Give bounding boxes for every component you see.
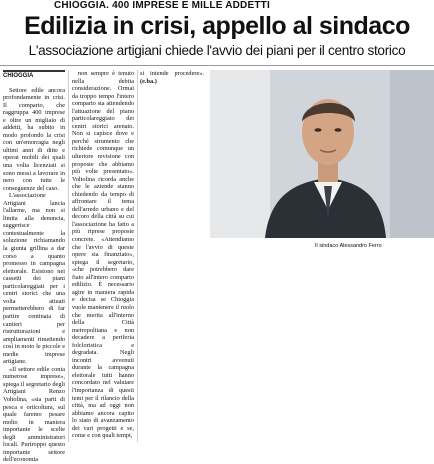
paragraph: non sempre è tenuto nella debita considerazione. Ormai da troppo tempo l'intero comparto sta attendendo l'attuazione del piano particolareggiato dei centri storici arenato. Non si capisce dove e perché strumento che richiede comunque un ulteriore revisione con proposte che abbiamo più volte presentato». Voltolina ricorda anche che le aziende stanno chiedendo da tempo di affrontare il tema dell'arredo urbano e del decoro della città su cui l'associazione ha fatto a più riprese proposte concrete. «Attendiamo che l'avvio di queste opere sia finanziato», spiega il segretario, «che potrebbero dare fiato all'intero comparto edilizio. È necessario agire in maniera rapida e decisa se Chioggia vuole mantenere il ruolo che merita all'interno della Città metropolitana e non decadere a periferia folcloristica e degradata. Negli incontri avvenuti durante la campagna elettorale tutti hanno concordato nel valutare l'importanza di questi temi per il rilancio della città, ma ad oggi non abbiamo ancora capito lo stato di avanzamento dei vari progetti e se, come e con quali tempi,	[72, 70, 134, 440]
author-signature: (e.ba.)	[140, 77, 157, 85]
article-column-1	[3, 70, 65, 464]
paragraph: Settore edile ancora profondamente in crisi. Il comparto, che raggruppa 400 imprese e oltre un migliaio di addetti, ha subito in modo profondo la crisi con un'emorragia negli ultimi anni di ditte e operai mobili dei quali una volta licenziati si sono messi a lavorare in nero con tutte le conseguenze del caso.	[3, 86, 65, 192]
article-column-2	[72, 70, 134, 446]
mayor-photo	[210, 70, 434, 238]
article-column-3	[140, 70, 204, 446]
paragraph: «Il settore edile conta numerose imprese», spiega il segretario degli Artigiani Renzo Voltolina, «sia parti di pesca e orticoltura, sul quale faremo pesare molto in maniera importante le scelte degli amministratori locali. Purtroppo questo importante settore dell'economia	[3, 365, 65, 464]
column-divider	[68, 70, 69, 442]
divider	[0, 65, 434, 66]
headline: Edilizia in crisi, appello al sindaco	[24, 12, 410, 40]
section-tag: CHIOGGIA	[3, 70, 65, 81]
kicker: CHIOGGIA. 400 IMPRESE E MILLE ADDETTI	[54, 0, 270, 11]
paragraph: L'associazione Artigiani lancia l'allarme, ma non si limita alla denuncia, suggerisce contestualmente la soluzione richiamando la giunta grillina a dar corso a quanto promesso in campagna elettorale. Esistono nei cassetti dei piani particolareggiati per i centri storici che una volta attuati permetterebbero di far partire centinaia di cantieri per ristrutturazioni e ampliamenti rimettendo così in moto le piccole e medie imprese artigiane.	[3, 192, 65, 366]
subheadline: L'associazione artigiani chiede l'avvio dei piani per il centro storico	[28, 43, 406, 58]
paragraph: si intende procedere». (e.ba.)	[140, 70, 204, 85]
photo-caption: Il sindaco Alessandro Ferro	[315, 243, 382, 249]
column-divider	[137, 70, 138, 442]
